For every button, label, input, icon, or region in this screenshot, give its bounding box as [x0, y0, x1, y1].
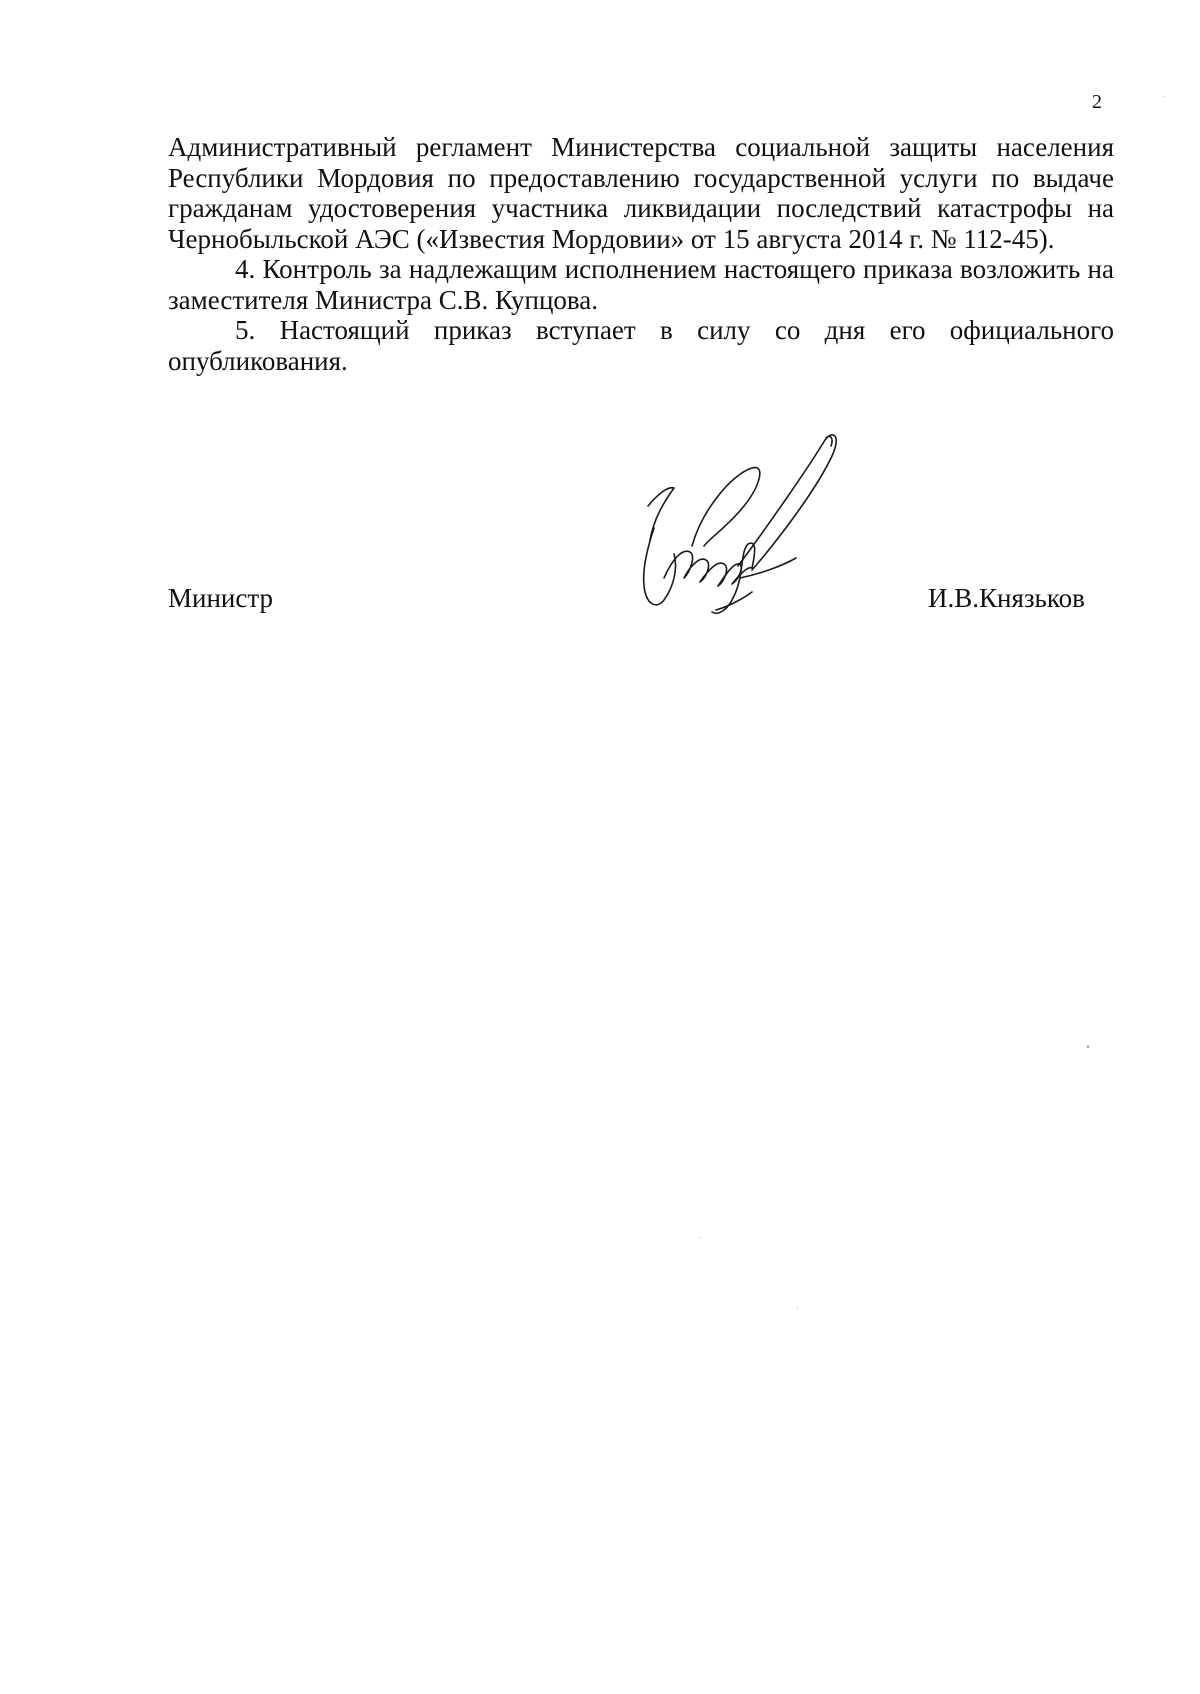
scan-speck	[797, 1308, 798, 1309]
paragraph-item-5: 5. Настоящий приказ вступает в силу со дня его официального опубликования.	[168, 315, 1114, 376]
page-number: 2	[1092, 91, 1102, 113]
scan-speck	[1087, 1045, 1089, 1048]
scan-speck	[1163, 96, 1164, 97]
body-text	[168, 132, 1114, 376]
signature-name: И.В.Князьков	[928, 583, 1085, 613]
handwritten-signature	[620, 428, 850, 628]
paragraph-regulation-reference: Административный регламент Министерства социальной защиты населения Республики Мордовия по предоставлению государственной услуги по выдаче гражданам удостоверения участника ликвидации последствий катастрофы на Чернобыльской АЭС («Известия Мордовии» от 15 августа 2014 г. № 112-45).	[168, 132, 1114, 254]
paragraph-item-4: 4. Контроль за надлежащим исполнением настоящего приказа возложить на заместителя Министра С.В. Купцова.	[168, 254, 1114, 315]
signature-title: Министр	[168, 583, 273, 613]
scan-speck	[700, 1237, 701, 1238]
